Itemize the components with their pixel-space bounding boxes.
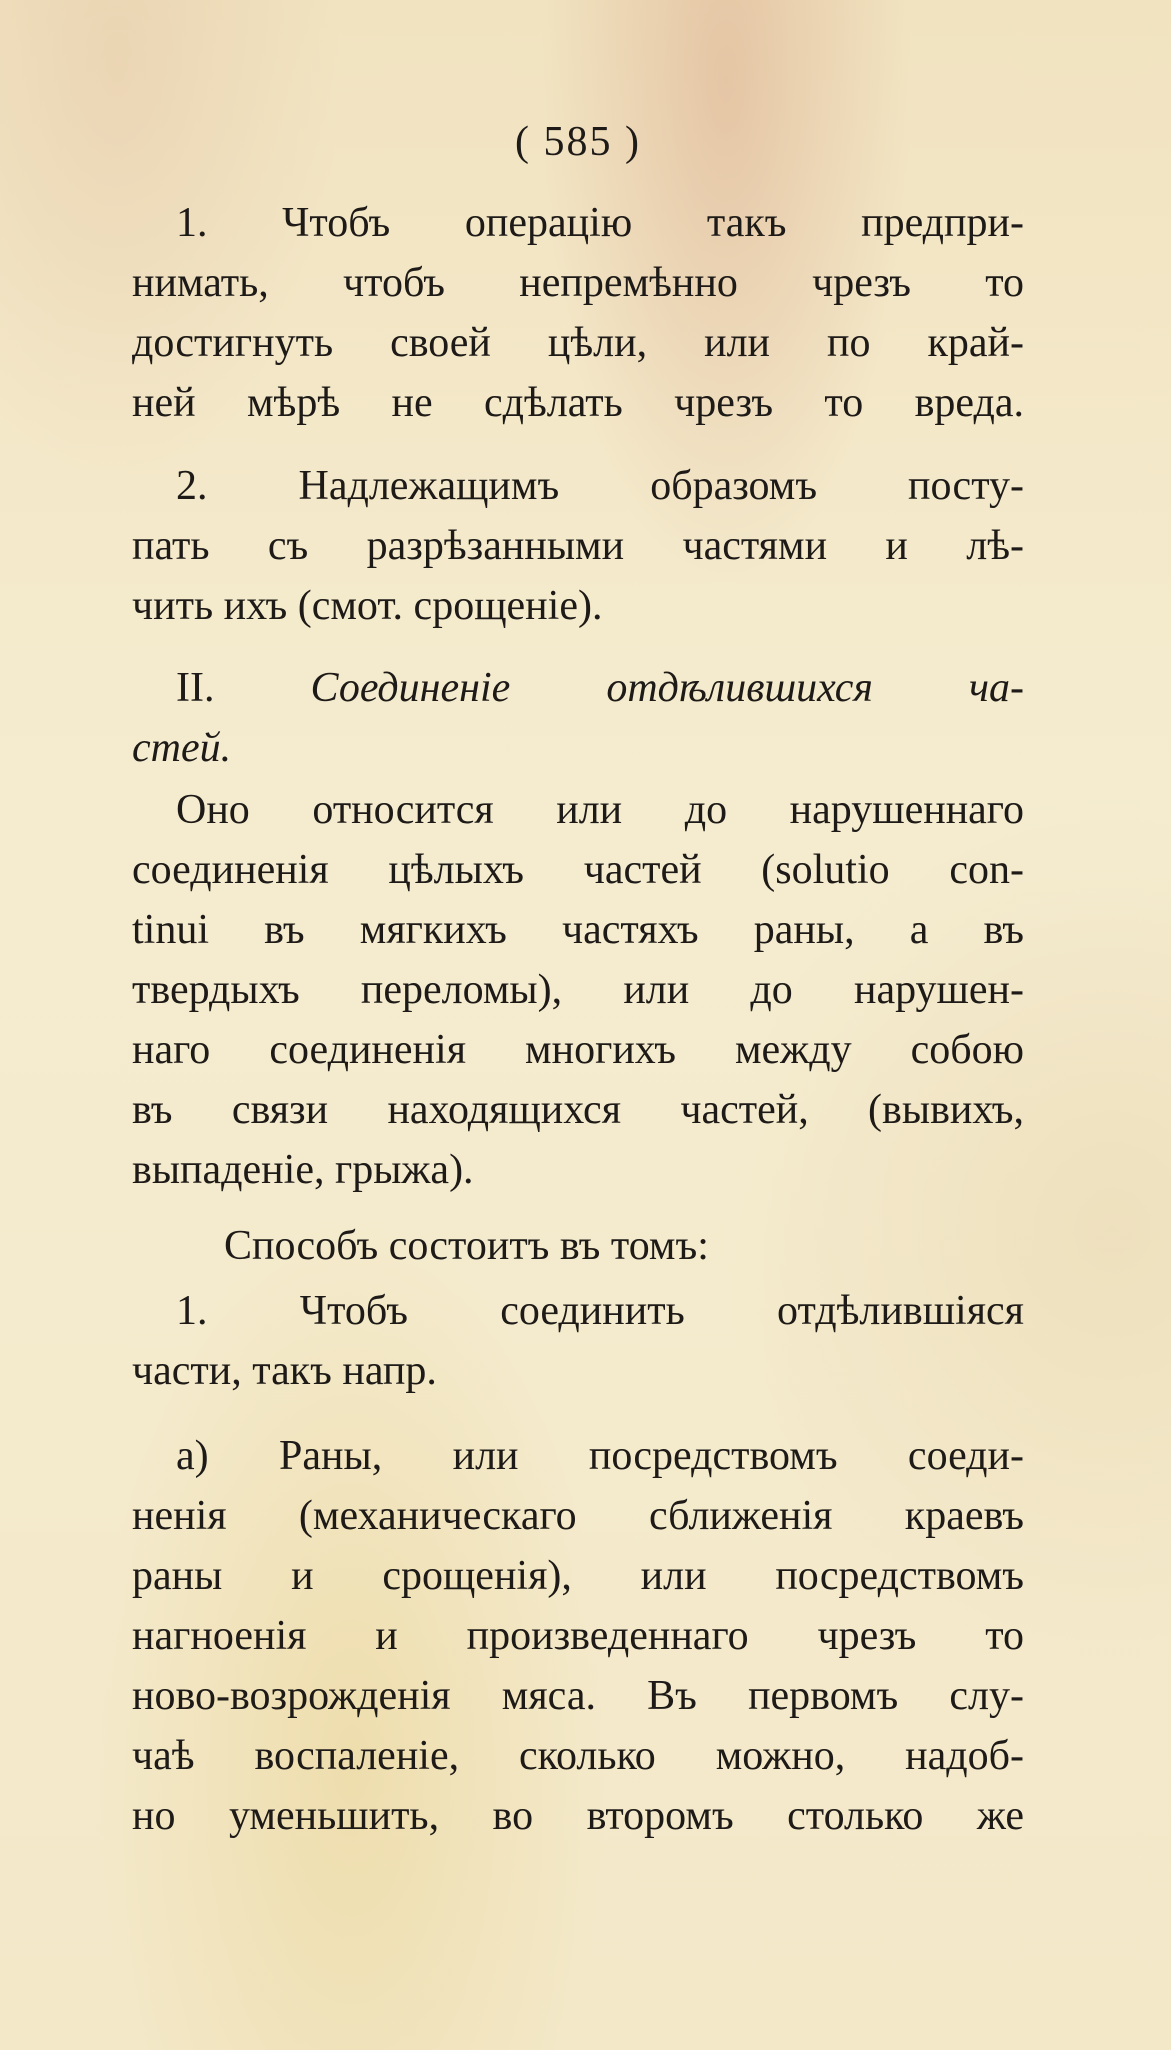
- section-heading: [132, 660, 1024, 716]
- text-line: въ связи находящихся частей, (вывихъ,: [132, 1087, 1024, 1133]
- text-line: раны и срощенія), или посредствомъ: [132, 1553, 1024, 1599]
- text-line: Оно относится или до нарушеннаго: [176, 787, 1024, 833]
- text-line: ней мѣрѣ не сдѣлать чрезъ то вреда.: [132, 380, 1024, 426]
- text-line: части, такъ напр.: [132, 1348, 437, 1394]
- text-line: пать съ разрѣзанными частями и лѣ-: [132, 523, 1024, 569]
- section-title: Соединеніе отдѣлившихся ча-: [310, 665, 1025, 711]
- text-line: выпаденіе, грыжа).: [132, 1147, 474, 1193]
- section-number: II.: [176, 665, 215, 711]
- text-line: твердыхъ переломы), или до нарушен-: [132, 967, 1024, 1013]
- text-line: Способъ состоитъ въ томъ:: [224, 1223, 709, 1269]
- text-line: 1. Чтобъ соединить отдѣлившіяся: [176, 1288, 1024, 1334]
- text-line: нимать, чтобъ непремѣнно чрезъ то: [132, 260, 1024, 306]
- text-line: достигнуть своей цѣли, или по край-: [132, 320, 1024, 366]
- section-title-continuation: стей.: [132, 725, 232, 771]
- text-line: а) Раны, или посредствомъ соеди-: [176, 1433, 1024, 1479]
- text-line: наго соединенія многихъ между собою: [132, 1027, 1024, 1073]
- text-line: но уменьшить, во второмъ столько же: [132, 1793, 1024, 1839]
- text-line: ненія (механическаго сближенія краевъ: [132, 1493, 1024, 1539]
- text-line: 2. Надлежащимъ образомъ посту-: [176, 463, 1024, 509]
- text-line: соединенія цѣлыхъ частей (solutio con-: [132, 847, 1024, 893]
- text-line: tinui въ мягкихъ частяхъ раны, а въ: [132, 907, 1024, 953]
- text-line: нагноенія и произведеннаго чрезъ то: [132, 1613, 1024, 1659]
- text-line: чаѣ воспаленіе, сколько можно, надоб-: [132, 1733, 1024, 1779]
- text-line: ново-возрожденія мяса. Въ первомъ слу-: [132, 1673, 1024, 1719]
- text-line: 1. Чтобъ операцію такъ предпри-: [176, 200, 1024, 246]
- page-number: ( 585 ): [515, 119, 641, 165]
- text-line: чить ихъ (смот. срощеніе).: [132, 583, 603, 629]
